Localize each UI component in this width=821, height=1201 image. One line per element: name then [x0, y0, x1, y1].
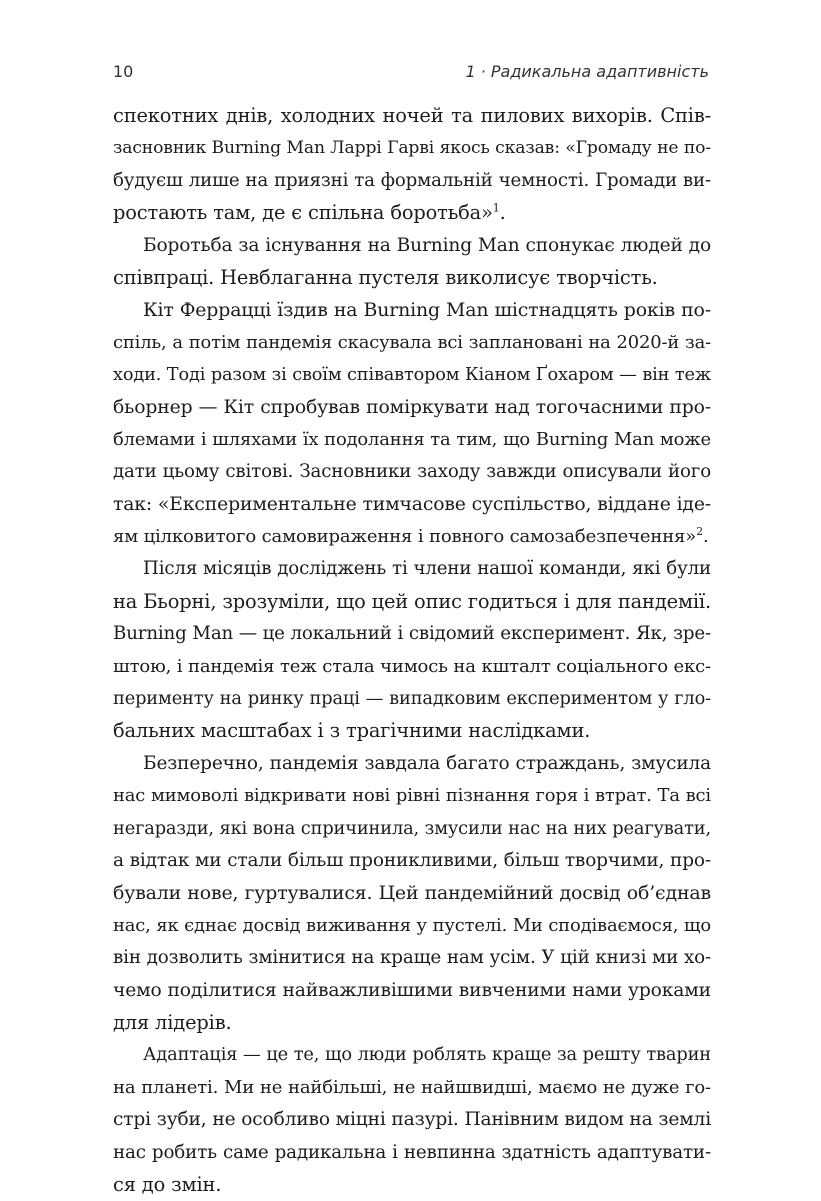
text-line: Після місяців досліджень ті члени нашої команди, які були — [143, 558, 711, 580]
paragraph — [113, 1039, 711, 1201]
text-line: дати цьому світові. Засновники заходу завжди описували його — [113, 461, 711, 483]
text-line: нас мимоволі відкривати нові рівні пізнання горя і втрат. Та всі — [113, 785, 711, 807]
sentence-end: . — [702, 526, 709, 548]
text-line-content: ям цілковитого самовираження і повного самозабезпечення» — [113, 526, 697, 548]
text-line: співпраці. Невблаганна пустеля виколисує творчість. — [113, 265, 658, 289]
text-line: нас робить саме радикальна і невпинна здатність адаптувати- — [113, 1141, 711, 1163]
text-line: ходи. Тоді разом зі своїм співавтором Кіаном Ґохаром — він теж — [113, 365, 711, 386]
text-line: Кіт Феррацці їздив на Burning Man шістнадцять років по- — [143, 299, 711, 322]
paragraph — [113, 100, 711, 230]
section-title: 1 · Радикальна адаптивність — [465, 62, 709, 81]
body-text — [113, 100, 711, 1201]
text-line: спіль, а потім пандемія скасувала всі заплановані на 2020-й за- — [113, 331, 711, 353]
text-line: спекотних днів, холодних ночей та пилових вихорів. Спів- — [113, 104, 711, 127]
text-line: бальних масштабах і з трагічними наслідками. — [113, 719, 591, 743]
text-line: а відтак ми стали більш проникливими, більш творчими, про- — [113, 849, 711, 871]
paragraph — [113, 748, 711, 1040]
text-line: для лідерів. — [113, 1010, 232, 1034]
text-line — [113, 521, 711, 553]
text-line: Адаптація — це те, що люди роблять краще за решту тварин — [143, 1044, 711, 1066]
paragraph — [113, 294, 711, 553]
page-number: 10 — [113, 62, 134, 81]
text-line: блемами і шляхами їх подолання та тим, що Burning Man може — [113, 428, 711, 450]
running-head — [113, 62, 709, 86]
text-line: бьорнер — Кіт спробував поміркувати над тогочасними про- — [113, 396, 711, 418]
text-line: він дозволить змінитися на краще нам усім. У цій книзі ми хо- — [113, 947, 711, 969]
text-line — [113, 197, 711, 229]
text-line: на планеті. Ми не найбільші, не найшвидші, маємо не дуже го- — [113, 1076, 711, 1098]
text-line: на Бьорні, зрозуміли, що цей опис годиться і для пандемії. — [113, 589, 711, 613]
paragraph — [113, 553, 711, 747]
text-line-content: ростають там, де є спільна боротьба» — [113, 201, 493, 225]
text-line: штою, і пандемія теж стала чимось на кшталт соціального екс- — [113, 655, 711, 677]
text-line: Burning Man — це локальний і свідомий експеримент. Як, зре- — [113, 623, 711, 645]
text-line: перименту на ринку праці — випадковим експериментом у гло- — [113, 688, 711, 710]
text-line: Боротьба за існування на Burning Man спонукає людей до — [143, 234, 711, 256]
sentence-end: . — [499, 201, 506, 225]
footnote-marker: 1 — [492, 201, 500, 215]
text-line: засновник Burning Man Ларрі Гарві якось сказав: «Громаду не по- — [113, 138, 711, 159]
text-line: негаразди, які вона спричинила, змусили нас на них реагувати, — [113, 817, 711, 839]
text-line: так: «Експериментальне тимчасове суспільство, віддане іде- — [113, 493, 711, 515]
text-line: чемо поділитися найважливішими вивченими нами уроками — [113, 979, 711, 1001]
text-line: Безперечно, пандемія завдала багато страждань, змусила — [143, 752, 711, 774]
text-line: стрі зуби, не особливо міцні пазурі. Панівним видом на землі — [113, 1109, 711, 1131]
text-line: будуєш лише на приязні та формальній чемності. Громади ви- — [113, 169, 711, 191]
text-line: нас, як єднає досвід виживання у пустелі. Ми сподіваємося, що — [113, 914, 711, 936]
text-line: бували нове, гуртувалися. Цей пандемійний досвід об’єднав — [113, 882, 711, 905]
footnote-marker: 2 — [696, 525, 703, 539]
text-line: ся до змін. — [113, 1172, 222, 1196]
paragraph — [113, 230, 711, 295]
